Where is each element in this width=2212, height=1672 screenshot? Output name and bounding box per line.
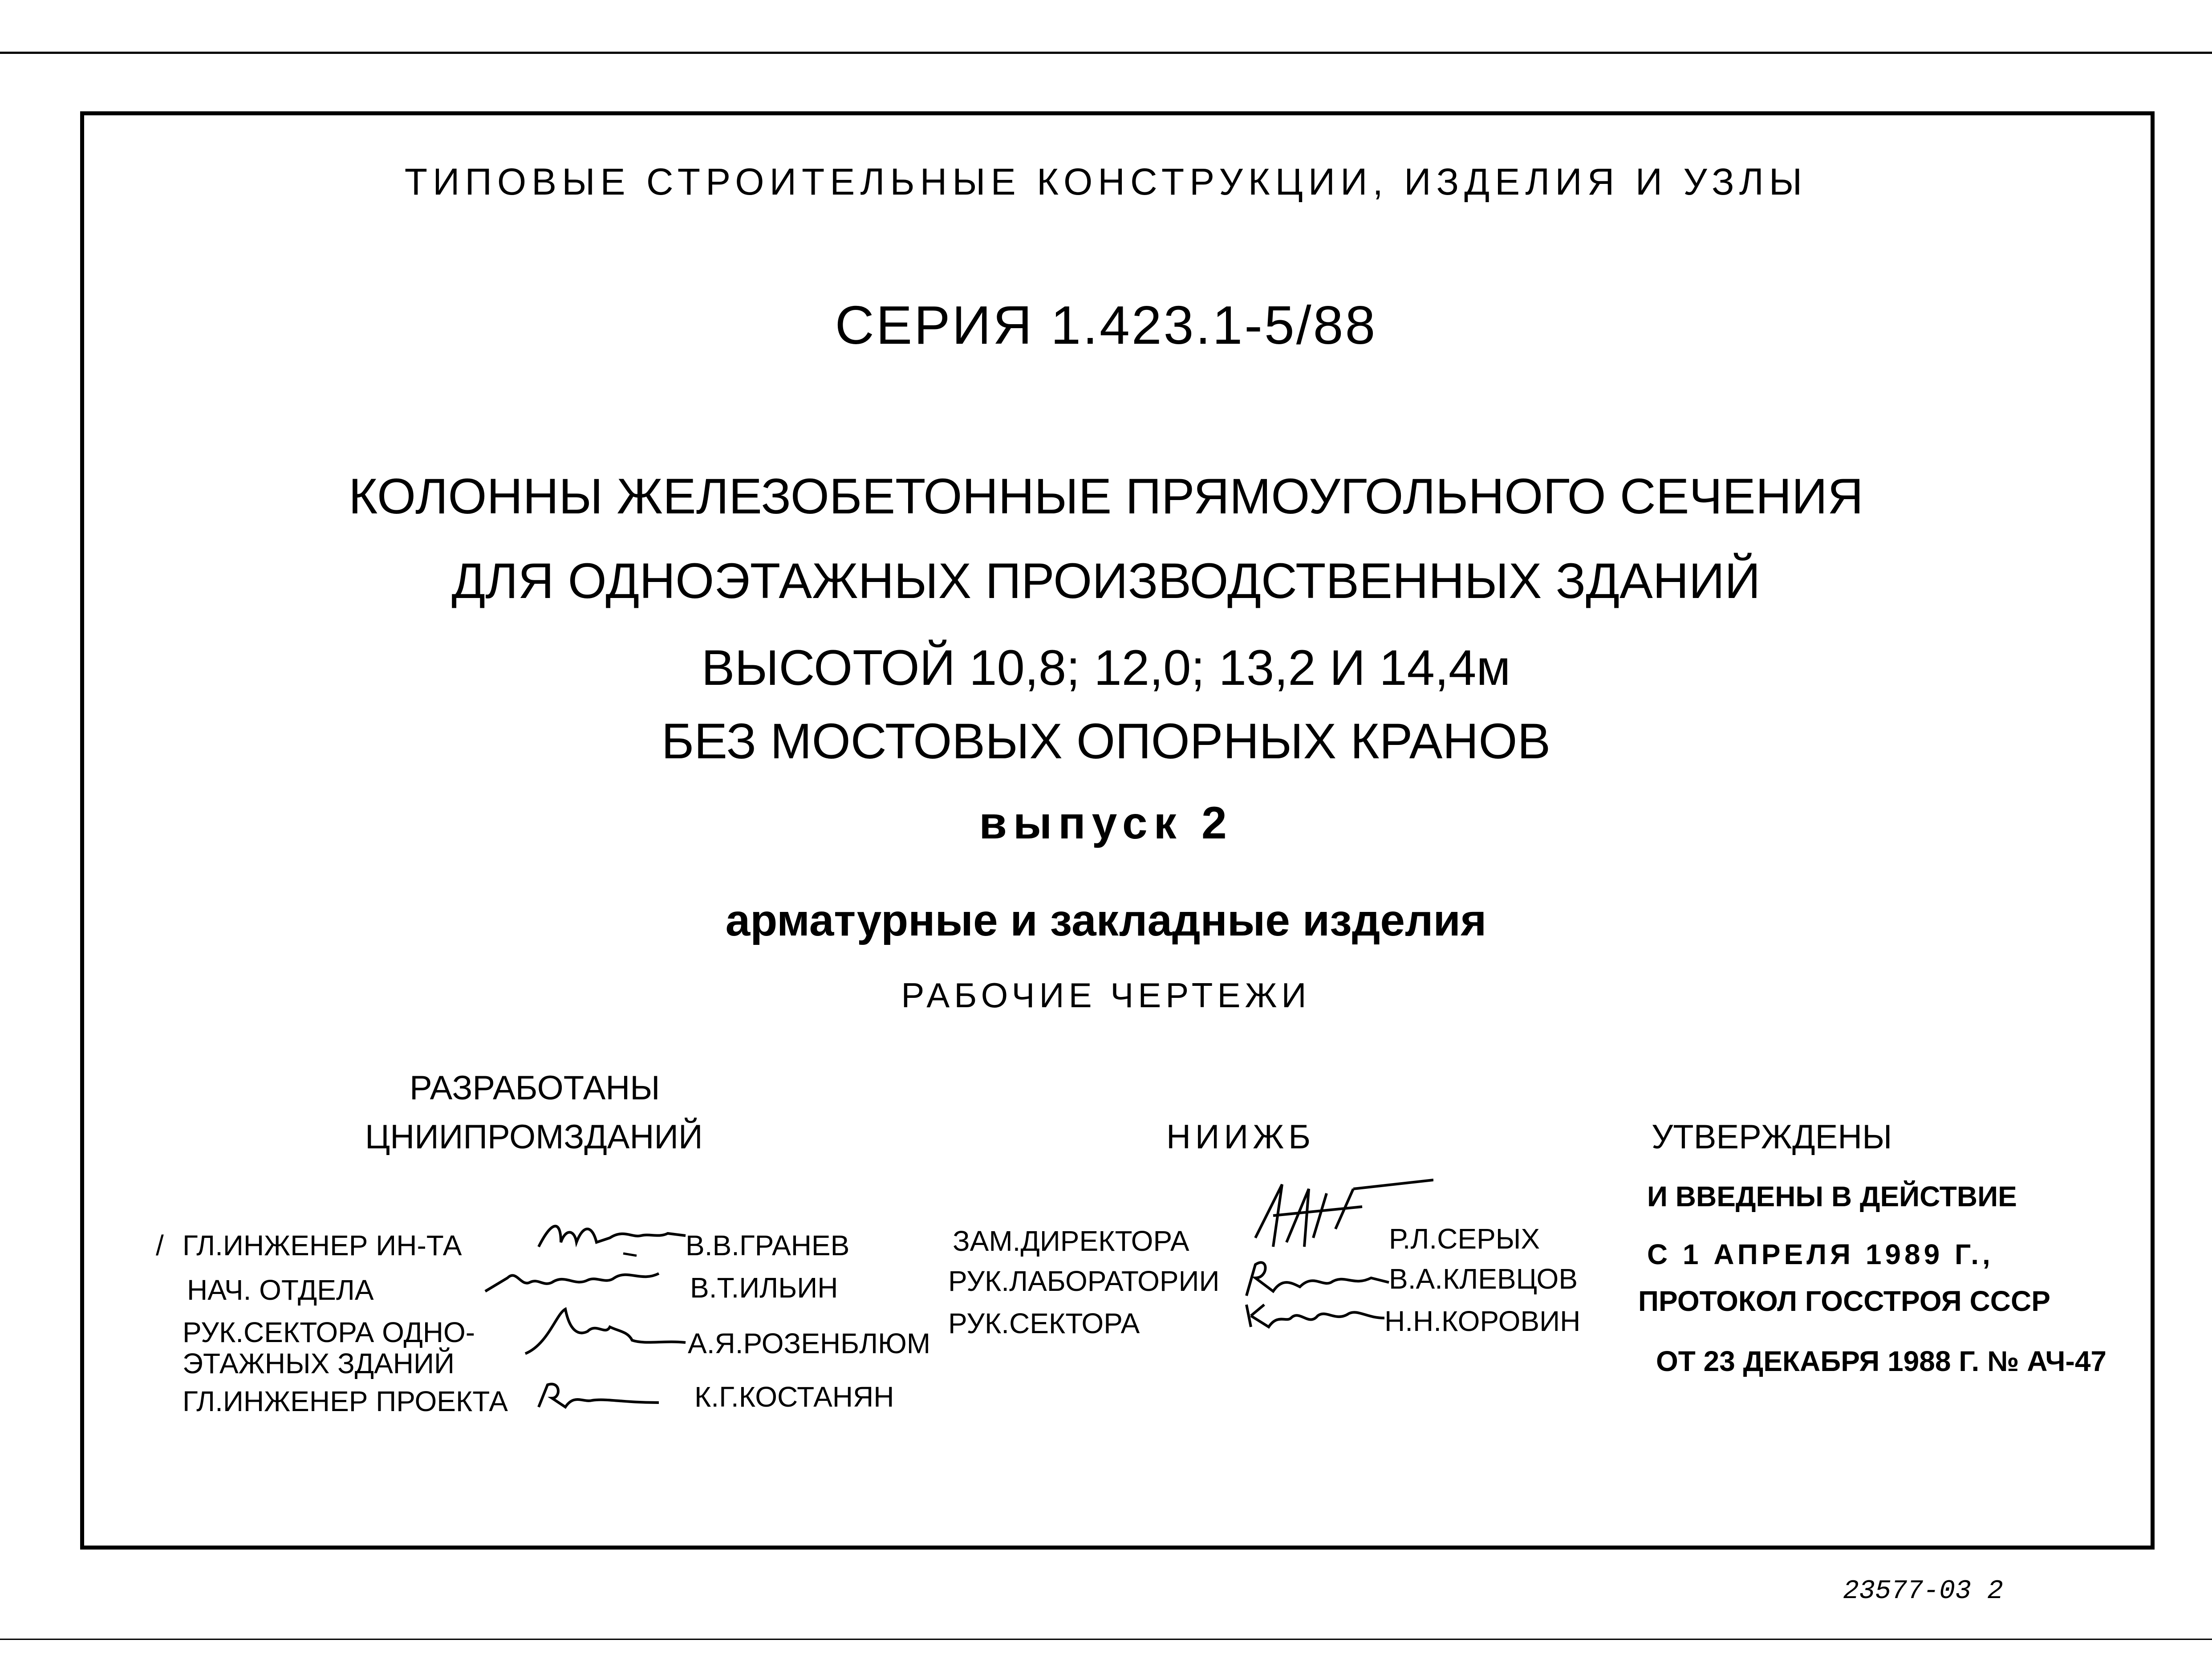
staff2-name-3: Н.Н.КОРОВИН	[1384, 1305, 1581, 1337]
approval-line-1: УТВЕРЖДЕНЫ	[1652, 1118, 1892, 1156]
staff1-name-1: В.В.ГРАНЕВ	[686, 1229, 850, 1261]
staff2-role-1: ЗАМ.ДИРЕКТОРА	[953, 1225, 1189, 1257]
staff1-name-3: А.Я.РОЗЕНБЛЮМ	[688, 1327, 931, 1359]
developed-label: РАЗРАБОТАНЫ	[410, 1069, 660, 1107]
staff1-role-1: ГЛ.ИНЖЕНЕР ИН-ТА	[183, 1229, 462, 1261]
approval-line-3: С 1 АПРЕЛЯ 1989 Г.,	[1647, 1238, 1994, 1270]
org-tsniipromzdaniy: ЦНИИПРОМЗДАНИЙ	[365, 1118, 703, 1156]
staff1-role-3a: РУК.СЕКТОРА ОДНО-	[183, 1316, 475, 1348]
sheet-number: 23577-03 2	[1843, 1576, 2004, 1607]
series-number: СЕРИЯ 1.423.1-5/88	[835, 295, 1377, 355]
staff2-role-3: РУК.СЕКТОРА	[948, 1307, 1140, 1339]
working-drawings-label: РАБОЧИЕ ЧЕРТЕЖИ	[901, 976, 1311, 1015]
approval-line-2: И ВВЕДЕНЫ В ДЕЙСТВИЕ	[1647, 1180, 2017, 1212]
signature-ilyin	[481, 1260, 668, 1300]
signature-granev	[534, 1211, 694, 1260]
slash-mark: /	[156, 1229, 164, 1261]
staff1-role-3b: ЭТАЖНЫХ ЗДАНИЙ	[183, 1347, 455, 1379]
signature-korovin	[1242, 1296, 1393, 1336]
staff1-role-2: НАЧ. ОТДЕЛА	[187, 1274, 374, 1306]
approval-line-5: ОТ 23 ДЕКАБРЯ 1988 Г. № АЧ-47	[1656, 1345, 2106, 1377]
bottom-rule	[0, 1639, 2212, 1640]
header-line: ТИПОВЫЕ СТРОИТЕЛЬНЫЕ КОНСТРУКЦИИ, ИЗДЕЛИЯ И УЗЛЫ	[404, 161, 1808, 203]
staff2-name-1: Р.Л.СЕРЫХ	[1389, 1223, 1540, 1255]
staff1-name-4: К.Г.КОСТАНЯН	[694, 1381, 894, 1413]
signature-kostanyan	[534, 1376, 668, 1416]
issue-label: выпуск 2	[979, 797, 1233, 848]
staff2-name-2: В.А.КЛЕВЦОВ	[1389, 1263, 1578, 1295]
signature-klevtsov	[1238, 1256, 1398, 1300]
signature-serykh	[1246, 1176, 1433, 1256]
org-niizhb: НИИЖБ	[1166, 1118, 1315, 1156]
title-line-1: КОЛОННЫ ЖЕЛЕЗОБЕТОННЫЕ ПРЯМОУГОЛЬНОГО СЕЧЕНИЯ	[348, 468, 1864, 524]
signature-rozenblyum	[521, 1305, 690, 1363]
top-rule	[0, 52, 2212, 54]
staff1-name-2: В.Т.ИЛЬИН	[690, 1272, 838, 1304]
staff1-role-4: ГЛ.ИНЖЕНЕР ПРОЕКТА	[183, 1385, 508, 1417]
staff2-role-2: РУК.ЛАБОРАТОРИИ	[948, 1265, 1220, 1297]
title-line-4: БЕЗ МОСТОВЫХ ОПОРНЫХ КРАНОВ	[661, 713, 1551, 769]
title-line-3: ВЫСОТОЙ 10,8; 12,0; 13,2 И 14,4м	[701, 640, 1511, 696]
approval-line-4: ПРОТОКОЛ ГОССТРОЯ СССР	[1638, 1285, 2050, 1317]
title-line-2: ДЛЯ ОДНОЭТАЖНЫХ ПРОИЗВОДСТВЕННЫХ ЗДАНИЙ	[451, 553, 1761, 609]
subtitle: арматурные и закладные изделия	[725, 895, 1487, 945]
